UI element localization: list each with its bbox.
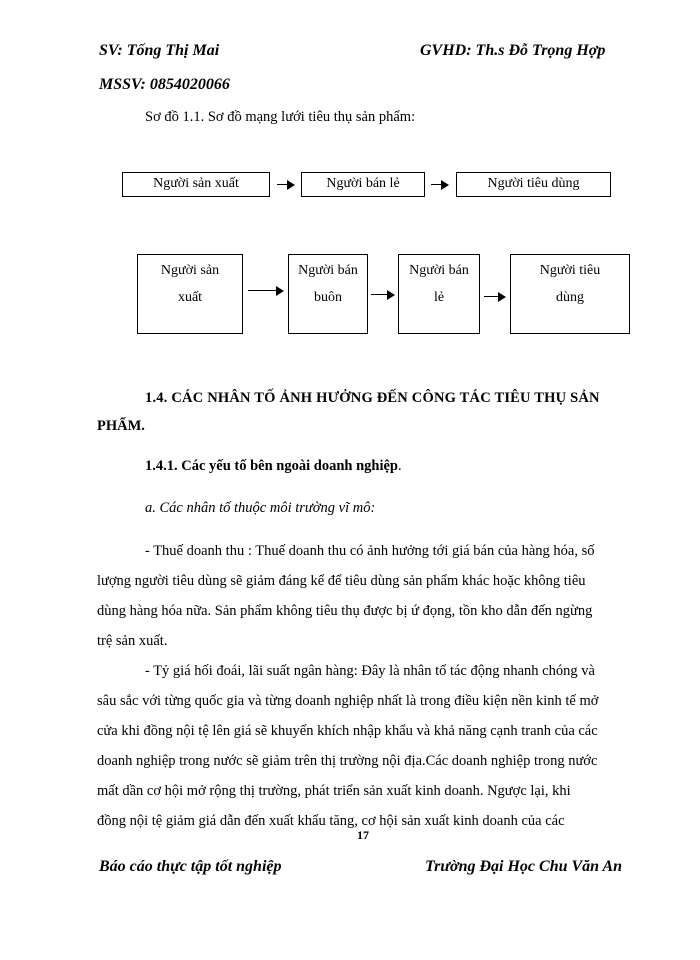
- row2-box-label-line1: Người tiêu: [539, 263, 601, 278]
- paragraph-line: dùng hàng hóa nữa. Sản phẩm không tiêu thụ được bị ứ đọng, tồn kho dẫn đến ngừng: [97, 603, 593, 619]
- row2-box-wholesaler: [288, 254, 368, 334]
- row2-box-label-line2: dùng: [556, 290, 584, 305]
- paragraph-line: đồng nội tệ giảm giá dẫn đến xuất khẩu tăng, cơ hội sản xuất kinh doanh của các: [97, 813, 565, 829]
- italic-heading: a. Các nhân tố thuộc môi trường vĩ mô:: [145, 500, 376, 516]
- subheading: [145, 458, 402, 475]
- subheading-text: 1.4.1. Các yếu tố bên ngoài doanh nghiệp: [145, 458, 398, 474]
- row1-box-producer: [122, 172, 270, 197]
- footer-school: Trường Đại Học Chu Văn An: [425, 858, 623, 875]
- row2-box-label-line1: Người bán: [409, 263, 469, 278]
- paragraph-line: trệ sản xuất.: [97, 633, 168, 649]
- paragraph-line: sâu sắc với từng quốc gia và từng doanh nghiệp nhất là trong điều kiện nền kinh tế mở: [97, 693, 599, 709]
- subheading-end: .: [398, 458, 402, 474]
- paragraph-exchange-rate: [97, 656, 617, 836]
- paragraph-line: - Tỷ giá hối đoái, lãi suất ngân hàng: Đây là nhân tố tác động nhanh chóng và: [145, 663, 595, 679]
- row1-box-consumer: [456, 172, 611, 197]
- row2-box-label-line2: lẻ: [433, 290, 445, 305]
- row1-box-label: Người bán lẻ: [326, 176, 400, 191]
- row2-box-producer: [137, 254, 243, 334]
- arrow-icon: [371, 290, 395, 300]
- row2-box-label-line1: Người bán: [298, 263, 358, 278]
- section-heading-line2: PHẨM.: [97, 418, 145, 434]
- arrow-icon: [431, 180, 449, 190]
- arrow-icon: [248, 286, 284, 296]
- row2-box-retailer: [398, 254, 480, 334]
- row1-box-retailer: [301, 172, 425, 197]
- paragraph-line: lượng người tiêu dùng sẽ giảm đáng kể để tiêu dùng sản phẩm khác hoặc không tiêu: [97, 573, 586, 589]
- page-number: 17: [357, 828, 369, 842]
- header-advisor: GVHD: Th.s Đỗ Trọng Hợp: [420, 42, 606, 59]
- row2-box-label-line2: xuất: [177, 290, 203, 305]
- paragraph-line: - Thuế doanh thu : Thuế doanh thu có ảnh hưởng tới giá bán của hàng hóa, số: [145, 543, 595, 559]
- diagram-caption: Sơ đồ 1.1. Sơ đồ mạng lưới tiêu thụ sản phẩm:: [145, 109, 416, 125]
- paragraph-tax: [97, 536, 617, 656]
- header-student-id: MSSV: 0854020066: [99, 76, 230, 93]
- arrow-icon: [277, 180, 295, 190]
- paragraph-line: mất dần cơ hội mở rộng thị trường, phát triển sản xuất kinh doanh. Ngược lại, khi: [97, 783, 571, 799]
- row2-box-label-line1: Người sản: [160, 263, 220, 278]
- paragraph-line: doanh nghiệp trong nước sẽ giảm trên thị trường nội địa.Các doanh nghiệp trong nước: [97, 753, 598, 769]
- row2-box-label-line2: buôn: [314, 290, 342, 305]
- arrow-icon: [484, 292, 506, 302]
- row2-box-consumer: [510, 254, 630, 334]
- header-student: SV: Tống Thị Mai: [99, 42, 220, 59]
- footer-report: Báo cáo thực tập tốt nghiệp: [99, 858, 282, 875]
- row1-box-label: Người tiêu dùng: [487, 176, 580, 191]
- row1-box-label: Người sản xuất: [153, 176, 239, 191]
- section-heading-line1: 1.4. CÁC NHÂN TỐ ẢNH HƯỞNG ĐẾN CÔNG TÁC TIÊU THỤ SẢN: [145, 390, 600, 406]
- paragraph-line: cửa khi đồng nội tệ lên giá sẽ khuyến khích nhập khẩu và khả năng cạnh tranh của các: [97, 723, 598, 739]
